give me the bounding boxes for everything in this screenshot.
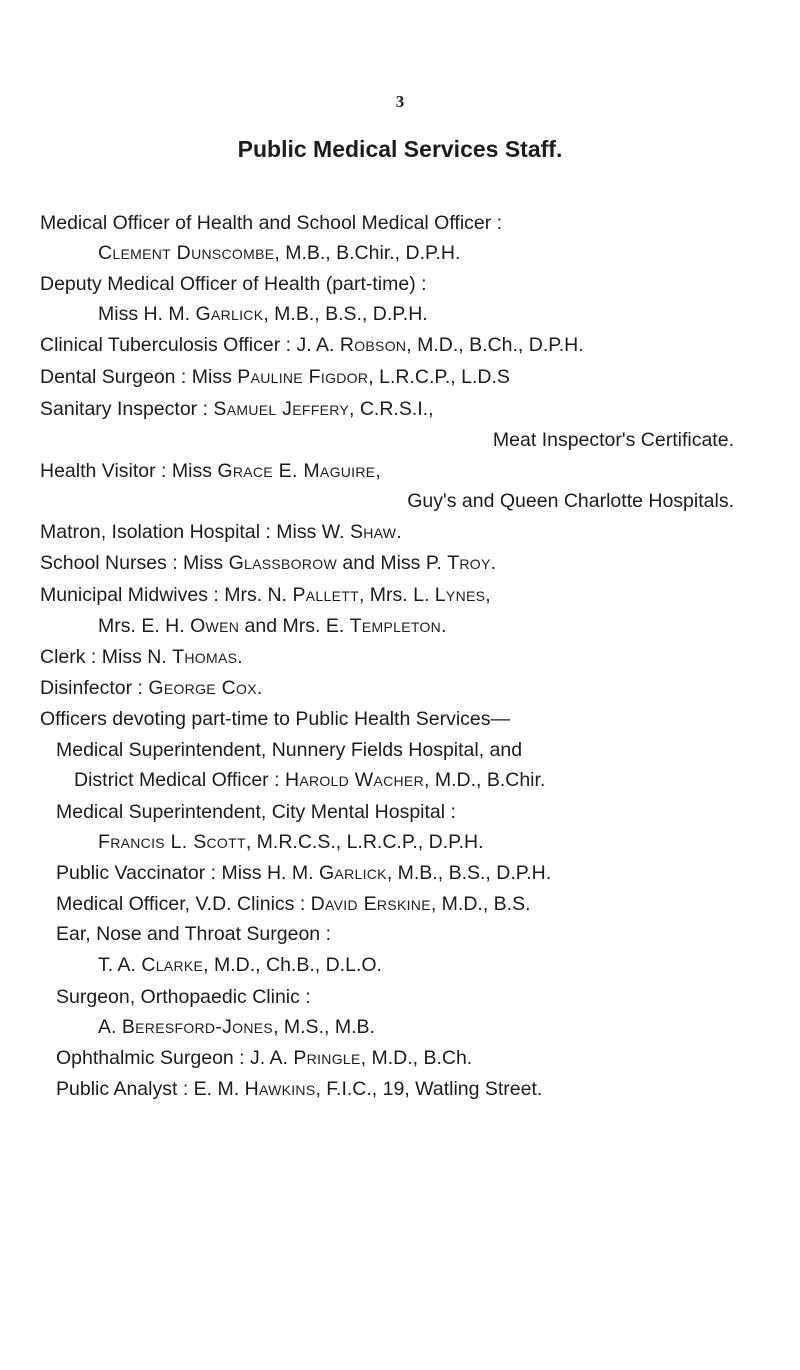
ent-role: Ear, Nose and Throat Surgeon : bbox=[56, 923, 331, 946]
midwives-name-4: Templeton bbox=[349, 614, 442, 637]
tb-entry: Clinical Tuberculosis Officer : J. A. Robson, M.D., B.Ch., D.P.H. bbox=[40, 334, 584, 357]
sanitary-name: Samuel Jeffery bbox=[213, 397, 350, 420]
hv-name: Grace E. Maguire bbox=[217, 459, 376, 482]
vaccinator-name: Garlick bbox=[318, 861, 387, 884]
nurses-name-2: Troy bbox=[447, 552, 491, 575]
deputy-role: Deputy Medical Officer of Health (part-time) : bbox=[40, 272, 427, 295]
disinfector-name: George Cox bbox=[148, 677, 257, 700]
ortho-role: Surgeon, Orthopaedic Clinic : bbox=[56, 985, 311, 1008]
ent-entry: T. A. Clarke, M.D., Ch.B., D.L.O. bbox=[98, 954, 382, 977]
ophth-name: Pringle bbox=[293, 1046, 361, 1069]
vd-entry: Medical Officer, V.D. Clinics : David Erskine, M.D., B.S. bbox=[56, 893, 531, 916]
nurses-name-1: Glassborow bbox=[228, 552, 337, 575]
page-title: Public Medical Services Staff. bbox=[237, 136, 563, 162]
dental-name: Pauline Figdor bbox=[237, 366, 369, 389]
midwives-name-3: Owen bbox=[190, 614, 240, 637]
deputy-name: Garlick bbox=[195, 302, 264, 325]
midwives-name-1: Pallett bbox=[292, 583, 359, 606]
ent-name: Clarke bbox=[141, 954, 204, 977]
tb-name: Robson bbox=[339, 334, 407, 357]
page-number: 3 bbox=[395, 92, 405, 111]
analyst-entry: Public Analyst : E. M. Hawkins, F.I.C., 19, Watling Street. bbox=[56, 1078, 543, 1100]
dental-entry: Dental Surgeon : Miss Pauline Figdor, L.R.C.P., L.D.S bbox=[40, 366, 510, 389]
mental-role: Medical Superintendent, City Mental Hospital : bbox=[56, 800, 456, 823]
moh-role: Medical Officer of Health and School Medical Officer : bbox=[40, 211, 503, 234]
midwives-entry: Municipal Midwives : Mrs. N. Pallett, Mrs. L. Lynes, bbox=[40, 583, 491, 606]
midwives-name-2: Lynes bbox=[434, 583, 486, 606]
ortho-entry: A. Beresford-Jones, M.S., M.B. bbox=[98, 1015, 375, 1038]
moh-name: Clement Dunscombe bbox=[98, 241, 275, 264]
deputy-entry: Miss H. M. Garlick, M.B., B.S., D.P.H. bbox=[98, 302, 428, 325]
midwives-entry-cont: Mrs. E. H. Owen and Mrs. E. Templeton. bbox=[98, 614, 447, 637]
nunnery-role: Medical Superintendent, Nunnery Fields Hospital, and bbox=[56, 739, 523, 762]
nunnery-name: Harold Wacher bbox=[284, 769, 424, 792]
ophth-entry: Ophthalmic Surgeon : J. A. Pringle, M.D., B.Ch. bbox=[56, 1046, 473, 1069]
hv-hospitals: Guy's and Queen Charlotte Hospitals. bbox=[407, 489, 734, 512]
sanitary-entry: Sanitary Inspector : Samuel Jeffery, C.R.S.I., bbox=[40, 397, 434, 420]
vaccinator-entry: Public Vaccinator : Miss H. M. Garlick, M.B., B.S., D.P.H. bbox=[56, 861, 552, 884]
vd-name: David Erskine bbox=[310, 893, 431, 916]
mental-name: Francis L. Scott bbox=[98, 830, 246, 853]
ortho-name: Beresford-Jones bbox=[121, 1015, 274, 1038]
moh-entry: Clement Dunscombe, M.B., B.Chir., D.P.H. bbox=[98, 241, 461, 264]
parttime-heading: Officers devoting part-time to Public Health Services— bbox=[40, 708, 510, 731]
hv-entry: Health Visitor : Miss Grace E. Maguire, bbox=[40, 459, 381, 482]
analyst-name: Hawkins bbox=[244, 1078, 316, 1100]
nunnery-entry: District Medical Officer : Harold Wacher, M.D., B.Chir. bbox=[74, 769, 546, 792]
matron-entry: Matron, Isolation Hospital : Miss W. Shaw. bbox=[40, 521, 402, 544]
mental-entry: Francis L. Scott, M.R.C.S., L.R.C.P., D.P.H. bbox=[98, 830, 484, 853]
clerk-entry: Clerk : Miss N. Thomas. bbox=[40, 645, 243, 668]
disinfector-entry: Disinfector : George Cox. bbox=[40, 677, 263, 700]
sanitary-certificate: Meat Inspector's Certificate. bbox=[492, 428, 734, 451]
clerk-name: Thomas bbox=[172, 645, 238, 668]
matron-name: Shaw bbox=[349, 521, 397, 544]
nurses-entry: School Nurses : Miss Glassborow and Miss P. Troy. bbox=[40, 552, 497, 575]
